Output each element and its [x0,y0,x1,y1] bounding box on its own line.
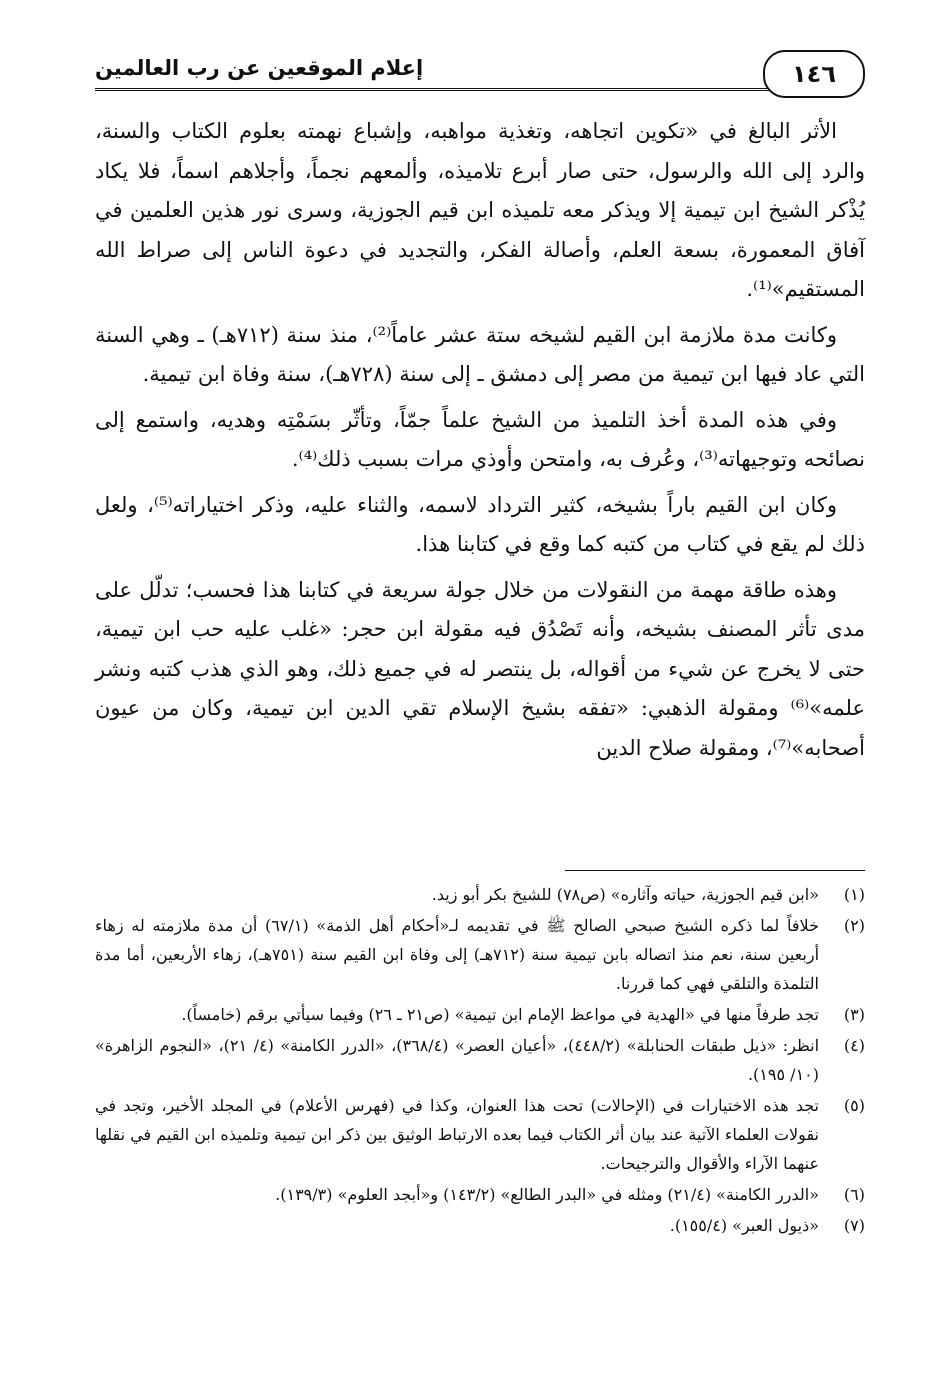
footnote-text: خلافاً لما ذكره الشيخ صبحي الصالح ﷺ في تقديمه لـ«أحكام أهل الذمة» (٦٧/١) أن مدة ملازمته له زهاء أربعين سنة، نعم منذ اتصاله بابن تيمية سنة (٧١٢هـ) إلى وفاة ابن القيم سنة (٧٥١هـ)، زهاء الأربعين، أما مدة التلمذة والتلقي فهي كما قررنا. [95,916,820,993]
page-number: ١٤٦ [792,60,836,88]
page-header [95,50,865,100]
footnote [95,1211,865,1240]
footnote [95,1091,865,1178]
paragraph: الأثر البالغ في «تكوين اتجاهه، وتغذية مواهبه، وإشباع نهمته بعلوم الكتاب والسنة، والرد إلى الله والرسول، حتى صار أبرع تلاميذه، وألمعهم نجماً، وأجلاهم اسماً، فلا يكاد يُذْكر الشيخ ابن تيمية إلا ويذكر معه تلميذه ابن قيم الجوزية، وسرى نور هذين العلمين في آفاق المعمورة، بسعة العلم، وأصالة الفكر، والتجديد في دعوة الناس إلى صراط الله المستقيم»⁽¹⁾. [95,119,865,301]
paragraph: وكان ابن القيم باراً بشيخه، كثير الترداد لاسمه، والثناء عليه، وذكر اختياراته⁽⁵⁾، ولعل ذلك لم يقع في كتاب من كتبه كما وقع في كتابنا هذا. [95,492,865,556]
footnote [95,880,865,909]
running-title: إعلام الموقعين عن رب العالمين [95,56,424,80]
footnote [95,1031,865,1089]
paragraph: وفي هذه المدة أخذ التلميذ من الشيخ علماً جمّاً، وتأثّر بسَمْتِه وهديه، واستمع إلى نصائحه وتوجيهاته⁽³⁾، وعُرف به، وامتحن وأوذي مرات بسبب ذلك⁽⁴⁾. [95,407,865,471]
footnote-number: (٣) [843,1005,865,1024]
footnote [95,911,865,998]
header-rule [95,88,775,94]
footnote-number: (١) [843,885,865,904]
footnote-number: (٤) [843,1036,865,1055]
footnote-number: (٦) [843,1185,865,1204]
footnote-text: «الدرر الكامنة» (٢١/٤) ومثله في «البدر الطالع» (١٤٣/٢) و«أبجد العلوم» (١٣٩/٣). [275,1185,819,1204]
footnote-number: (٧) [843,1216,865,1235]
page-number-badge [763,50,865,98]
footnote-text: «ابن قيم الجوزية، حياته وآثاره» (ص٧٨) للشيخ بكر أبو زيد. [431,885,819,904]
main-text [95,112,865,774]
footnote [95,1000,865,1029]
footnote-separator [565,870,865,871]
footnotes [95,880,865,1242]
footnote [95,1180,865,1209]
paragraph: وكانت مدة ملازمة ابن القيم لشيخه ستة عشر عاماً⁽²⁾، منذ سنة (٧١٢هـ) ـ وهي السنة التي عاد فيها ابن تيمية من مصر إلى دمشق ـ إلى سنة (٧٢٨هـ)، سنة وفاة ابن تيمية. [95,322,865,386]
footnote-number: (٥) [843,1096,865,1115]
footnote-text: تجد طرفاً منها في «الهدية في مواعظ الإمام ابن تيمية» (ص٢١ ـ ٢٦) وفيما سيأتي برقم (خامساً). [181,1005,819,1024]
paragraph: وهذه طاقة مهمة من النقولات من خلال جولة سريعة في كتابنا هذا فحسب؛ تدلّل على مدى تأثر المصنف بشيخه، وأنه تَصْدُق فيه مقولة ابن حجر: «غلب عليه حب ابن تيمية، حتى لا يخرج عن شيء من أقواله، بل ينتصر له في جميع ذلك، وهو الذي هذب كتبه ونشر علمه»⁽⁶⁾ ومقولة الذهبي: «تفقه بشيخ الإسلام تقي الدين ابن تيمية، وكان من عيون أصحابه»⁽⁷⁾، ومقولة صلاح الدين [95,577,865,760]
footnote-number: (٢) [843,916,865,935]
footnote-text: تجد هذه الاختيارات في (الإحالات) تحت هذا العنوان، وكذا في (فهرس الأعلام) في المجلد الأخير، وتجد في نقولات العلماء الآتية عند بيان أثر الكتاب فيما بعده الارتباط الوثيق بين ذكر ابن تيمية وتلميذه ابن القيم في نقلها عنهما الآراء والأقوال والترجيحات. [95,1096,819,1173]
footnote-text: انظر: «ذيل طبقات الحنابلة» (٤٤٨/٢)، «أعيان العصر» (٣٦٨/٤)، «الدرر الكامنة» (٤/ ٢١)، «النجوم الزاهرة» (١٠/ ١٩٥). [95,1036,820,1084]
footnote-text: «ذيول العبر» (١٥٥/٤). [669,1216,819,1235]
